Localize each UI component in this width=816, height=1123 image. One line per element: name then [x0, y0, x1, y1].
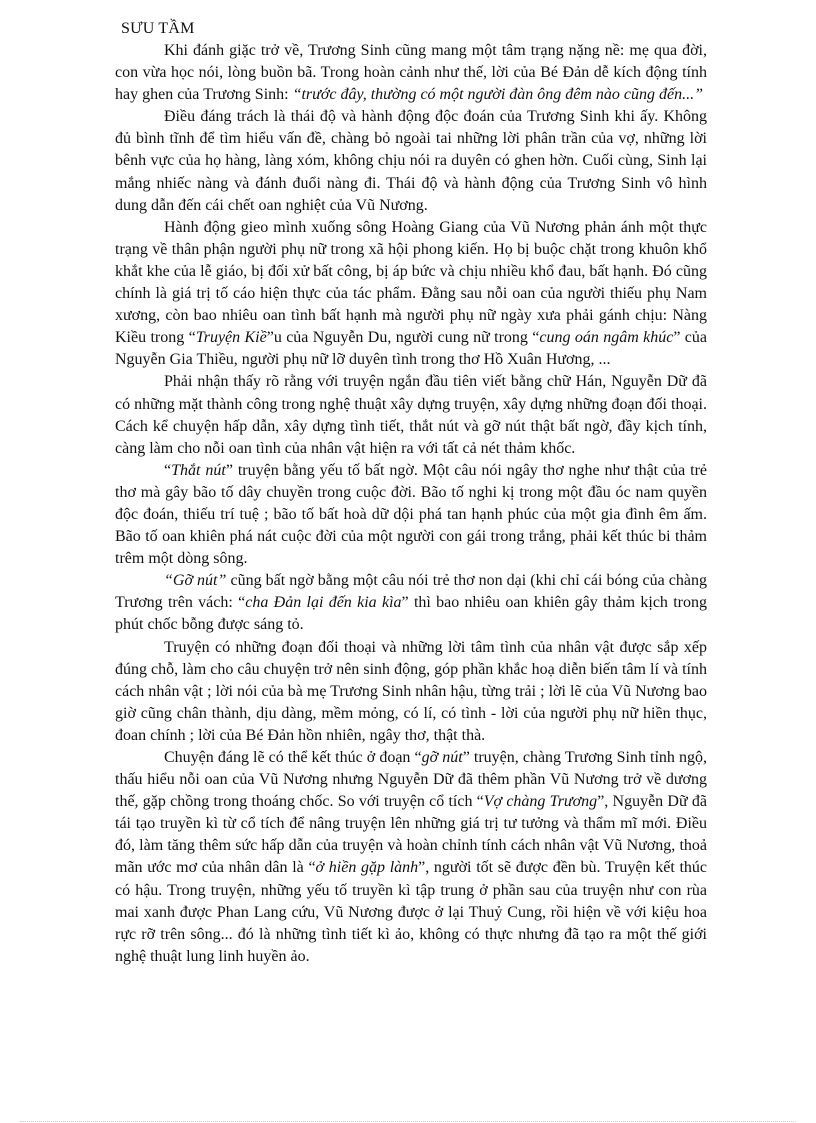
italic-run: cung oán ngâm khúc — [539, 329, 674, 347]
text-run: “ — [164, 461, 172, 479]
italic-run: ở hiền gặp lành — [315, 859, 419, 877]
italic-run: “trước đây, thường có một người đàn ông đêm nào cũng đến...” — [292, 86, 704, 104]
italic-run: Thắt nút — [171, 461, 226, 479]
italic-run: Vợ chàng Trương — [483, 793, 598, 811]
italic-run: “Gỡ nút” — [164, 572, 227, 590]
document-page — [115, 18, 707, 968]
text-run: Điều đáng trách là thái độ và hành động độc đoán của Trương Sinh khi ấy. Không đủ bình tĩnh để tìm hiểu vấn đề, chàng bỏ ngoài tai những lời phân trần của vợ, những lời bênh vực của họ hàng, làng xóm, không chịu nói ra duyên có ghen hờn. Cuối cùng, Sinh lại mắng nhiếc nàng và đánh đuổi nàng đi. Thái độ và hành động của Trương Sinh vô hình dung dẫn đến cái chết oan nghiệt của Vũ Nương. — [115, 108, 707, 214]
text-run: ” truyện bằng yếu tố bất ngờ. Một câu nói ngây thơ nghe như thật của trẻ thơ mà gây bão tố dây chuyền trong cuộc đời. Bão tố nghi kị trong một đầu óc nam quyền độc đoán, thiếu trí tuệ ; bão tố bất hoà dữ dội phá tan hạnh phúc của một gia đình êm ấm. Bão tố oan khiên phá nát cuộc đời của một người con gái trong trắng, phải kết thúc bi thảm trêm một dòng sông. — [115, 461, 707, 568]
italic-run: cha Đản lại đến kia kìa — [245, 594, 402, 612]
body-paragraph — [115, 460, 707, 570]
text-run: Hành động gieo mình xuống sông Hoàng Giang của Vũ Nương phản ánh một thực trạng về thân phận người phụ nữ trong xã hội phong kiến. Họ bị buộc chặt trong khuôn khổ khắt khe của lễ giáo, bị đối xử bất công, bị áp bức và chịu nhiều khổ đau, bất hạnh. Đó cũng chính là giá trị tố cáo hiện thực của tác phẩm. Đằng sau nỗi oan của người thiếu phụ Nam xương, còn bao nhiêu oan tình bất hạnh mà người phụ nữ ngày xưa phải gánh chịu: Nàng Kiều trong “ — [115, 218, 707, 347]
document-body — [115, 40, 707, 968]
body-paragraph — [115, 747, 707, 968]
text-run: ”u của Nguyễn Du, người cung nữ trong “ — [266, 329, 540, 347]
text-run: cũng bất ngờ bằng một câu nói trẻ thơ non dại (khi chỉ cái bóng của chàng Trương trên vách: “ — [115, 572, 707, 612]
page-bottom-divider — [20, 1121, 796, 1122]
text-run: ”, người tốt sẽ được đền bù. Truyện kết thúc có hậu. Trong truyện, những yếu tố truyền kì tập trung ở phần sau của truyện như con rùa mai xanh được Phan Lang cứu, Vũ Nương được ở lại Thuỷ Cung, rồi hiện về với kiệu hoa rực rỡ trên sông... đó là những tình tiết kì ảo, không có thực nhưng đã tạo ra một thế giới nghệ thuật lung linh huyền ảo. — [115, 859, 707, 965]
text-run: ” của Nguyễn Gia Thiều, người phụ nữ lỡ duyên tình trong thơ Hồ Xuân Hương, ... — [115, 329, 707, 369]
text-run: Chuyện đáng lẽ có thể kết thúc ở đoạn “ — [164, 749, 422, 766]
text-run: Truyện có những đoạn đối thoại và những lời tâm tình của nhân vật được sắp xếp đúng chỗ, làm cho câu chuyện trở nên sinh động, góp phần khắc hoạ diễn biến tâm lí và tính cách nhân vật ; lời nói của bà mẹ Trương Sinh nhân hậu, từng trải ; lời lẽ của Vũ Nương bao giờ cũng chân thành, dịu dàng, mềm mỏng, có lí, có tình - lời của người phụ nữ hiền thục, đoan chính ; lời của Bé Đản hồn nhiên, ngây thơ, thật thà. — [115, 638, 707, 744]
italic-run: gỡ nút — [421, 749, 463, 766]
body-paragraph — [115, 106, 707, 216]
body-paragraph — [115, 570, 707, 636]
text-run: Khi đánh giặc trở về, Trương Sinh cũng mang một tâm trạng nặng nề: mẹ qua đời, con vừa học nói, lòng buồn bã. Trong hoàn cảnh như thế, lời của Bé Đản dễ kích động tính hay ghen của Trương Sinh: — [115, 42, 707, 104]
body-paragraph — [115, 637, 707, 747]
text-run: ”, Nguyễn Dữ đã tái tạo truyền kì từ cổ tích để nâng truyện lên những giá trị tư tưởng và thẩm mĩ mới. Điều đó, làm tăng thêm sức hấp dẫn của truyện và hoàn chỉnh tính cách nhân vật Vũ Nương, thoả mãn ước mơ của nhân dân là “ — [115, 793, 707, 877]
document-header: SƯU TẦM — [121, 20, 195, 37]
body-paragraph — [115, 371, 707, 459]
text-run: ” truyện, chàng Trương Sinh tỉnh ngộ, thấu hiểu nỗi oan của Vũ Nương nhưng Nguyễn Dữ đã thêm phần Vũ Nương trở về dương thế, gặp chồng trong thoáng chốc. So với truyện cổ tích “ — [115, 749, 708, 811]
text-run: Phải nhận thấy rõ rằng với truyện ngắn đầu tiên viết bằng chữ Hán, Nguyễn Dữ đã có những mặt thành công trong nghệ thuật xây dựng truyện, xây dựng những đoạn đối thoại. Cách kể chuyện hấp dẫn, xây dựng tình tiết, thắt nút và gỡ nút thật bất ngờ, đầy kịch tính, càng làm cho nỗi oan tình của nhân vật hiện ra với tất cả nét thảm khốc. — [115, 373, 707, 457]
body-paragraph — [115, 217, 707, 372]
italic-run: Truyện Kiề — [195, 329, 267, 347]
text-run: ” thì bao nhiêu oan khiên gây thảm kịch trong phút chốc bỗng được sáng tỏ. — [115, 594, 708, 634]
body-paragraph — [115, 40, 707, 106]
